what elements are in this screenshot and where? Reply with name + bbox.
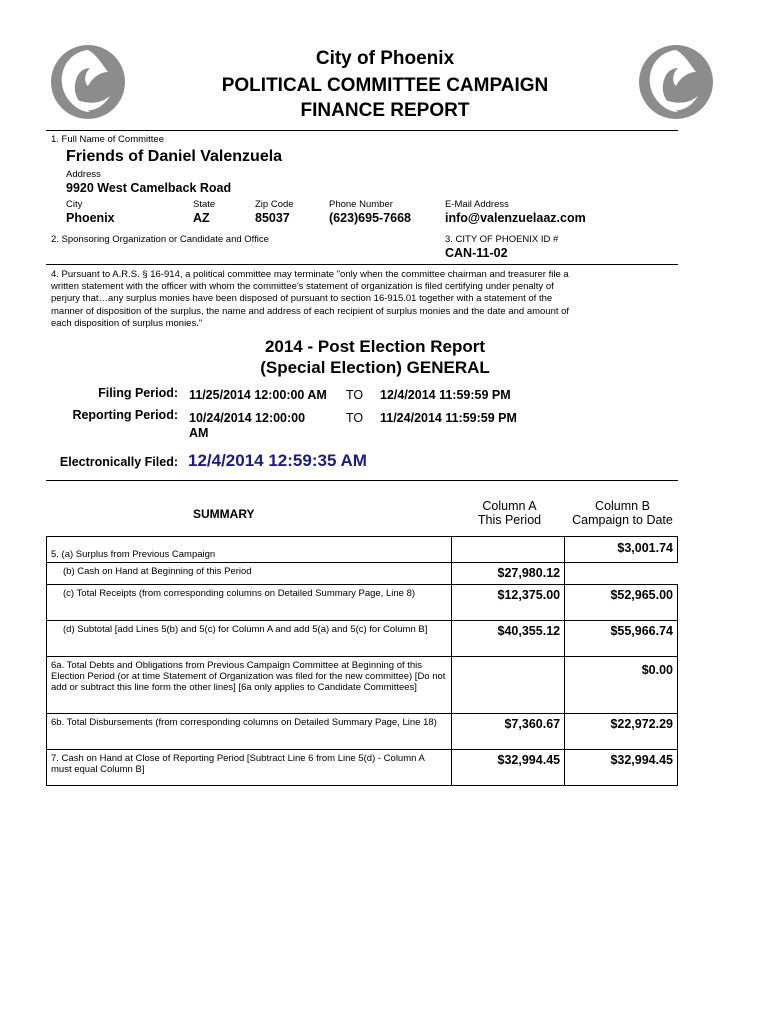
divider xyxy=(46,480,678,481)
column-a-title: Column A xyxy=(482,499,537,513)
report-name-line2: (Special Election) GENERAL xyxy=(260,358,490,377)
column-b-header xyxy=(565,499,680,527)
row-label: 5. (a) Surplus from Previous Campaign xyxy=(47,537,452,563)
committee-id-value: CAN-11-02 xyxy=(445,246,508,260)
reporting-period-label: Reporting Period: xyxy=(72,408,178,422)
column-b-value: $0.00 xyxy=(565,657,678,714)
address-value: 9920 West Camelback Road xyxy=(66,181,232,195)
row-label: (b) Cash on Hand at Beginning of this Period xyxy=(47,563,452,585)
table-row xyxy=(47,537,678,563)
statute-paragraph xyxy=(51,269,671,330)
zip-label: Zip Code xyxy=(255,199,294,210)
city-label: City xyxy=(66,199,83,210)
committee-id-label: 3. CITY OF PHOENIX ID # xyxy=(445,234,559,245)
filing-period-to: 12/4/2014 11:59:59 PM xyxy=(380,388,511,402)
column-b-value: $3,001.74 xyxy=(565,537,678,563)
column-a-value: $27,980.12 xyxy=(452,563,565,585)
row-label: (c) Total Receipts (from corresponding columns on Detailed Summary Page, Line 8) xyxy=(47,585,452,621)
statute-line: perjury that…any surplus monies have been disposed of pursuant to section 16-915.01 together with a statement of the xyxy=(51,293,553,305)
column-b-value xyxy=(565,563,678,585)
state-value: AZ xyxy=(193,211,210,225)
column-b-value: $32,994.45 xyxy=(565,750,678,786)
statute-line: each disposition of surplus monies." xyxy=(51,317,203,329)
address-label: Address xyxy=(66,169,101,180)
phone-value: (623)695-7668 xyxy=(329,211,412,225)
summary-heading: SUMMARY xyxy=(193,507,255,521)
row-label: 6b. Total Disbursements (from corresponding columns on Detailed Summary Page, Line 18) xyxy=(47,714,452,750)
row-label: (d) Subtotal [add Lines 5(b) and 5(c) for Column A and add 5(a) and 5(c) for Column B] xyxy=(47,621,452,657)
committee-name-label: 1. Full Name of Committee xyxy=(51,134,164,145)
column-a-subtitle: This Period xyxy=(477,513,542,527)
column-a-value xyxy=(452,657,565,714)
column-b-value: $55,966.74 xyxy=(565,621,678,657)
column-a-value: $7,360.67 xyxy=(452,714,565,750)
column-b-title: Column B xyxy=(595,499,650,513)
summary-table xyxy=(46,536,678,786)
column-a-header xyxy=(452,499,567,527)
city-value: Phoenix xyxy=(66,211,115,225)
row-label: 7. Cash on Hand at Close of Reporting Period [Subtract Line 6 from Line 5(d) - Column A must equal Column B] xyxy=(47,750,452,786)
efiled-label: Electronically Filed: xyxy=(59,455,178,469)
statute-line: 4. Pursuant to A.R.S. § 16-914, a political committee may terminate "only when the committee chairman and treasurer file a xyxy=(51,269,569,280)
statute-line: manner of disposition of the surplus, the name and address of each recipient of surplus monies and the date and amount of xyxy=(51,305,570,317)
report-name-line1: 2014 - Post Election Report xyxy=(264,337,486,356)
filing-period-label: Filing Period: xyxy=(98,386,178,400)
column-a-value: $40,355.12 xyxy=(452,621,565,657)
filing-to-word: TO xyxy=(346,388,364,402)
divider xyxy=(46,130,678,131)
column-a-value: $32,994.45 xyxy=(452,750,565,786)
table-row xyxy=(47,657,678,714)
zip-value: 85037 xyxy=(255,211,290,225)
table-row xyxy=(47,563,678,585)
filing-period-from: 11/25/2014 12:00:00 AM xyxy=(189,388,327,402)
reporting-period-to: 11/24/2014 11:59:59 PM xyxy=(380,411,517,425)
sponsor-label: 2. Sponsoring Organization or Candidate and Office xyxy=(51,234,269,245)
table-row xyxy=(47,585,678,621)
reporting-period-from-ampm: AM xyxy=(189,426,209,440)
phone-label: Phone Number xyxy=(329,199,393,210)
column-b-subtitle: Campaign to Date xyxy=(572,513,673,527)
column-b-value: $52,965.00 xyxy=(565,585,678,621)
column-a-value: $12,375.00 xyxy=(452,585,565,621)
state-label: State xyxy=(193,199,216,210)
table-row xyxy=(47,750,678,786)
row-label: 6a. Total Debts and Obligations from Previous Campaign Committee at Beginning of this Election Period (or at time Statement of Organization was filed for the new committee) [Do not add or subtract this line form the other lines] [6a only applies to Candidate Committees] xyxy=(47,657,452,714)
reporting-to-word: TO xyxy=(346,411,364,425)
email-value: info@valenzuelaaz.com xyxy=(445,211,586,225)
report-title-line1: POLITICAL COMMITTEE CAMPAIGN xyxy=(221,75,549,96)
divider xyxy=(46,264,678,265)
table-row xyxy=(47,714,678,750)
efiled-timestamp: 12/4/2014 12:59:35 AM xyxy=(188,451,367,470)
report-title-line2: FINANCE REPORT xyxy=(300,100,470,121)
city-title: City of Phoenix xyxy=(315,48,455,69)
email-label: E-Mail Address xyxy=(445,199,509,210)
column-a-value xyxy=(452,537,565,563)
statute-line: written statement with the officer with whom the committee's statement of organization is filed certifying under penalty of xyxy=(51,281,554,293)
table-row xyxy=(47,621,678,657)
reporting-period-from: 10/24/2014 12:00:00 xyxy=(189,411,306,425)
column-b-value: $22,972.29 xyxy=(565,714,678,750)
committee-name: Friends of Daniel Valenzuela xyxy=(66,148,283,165)
